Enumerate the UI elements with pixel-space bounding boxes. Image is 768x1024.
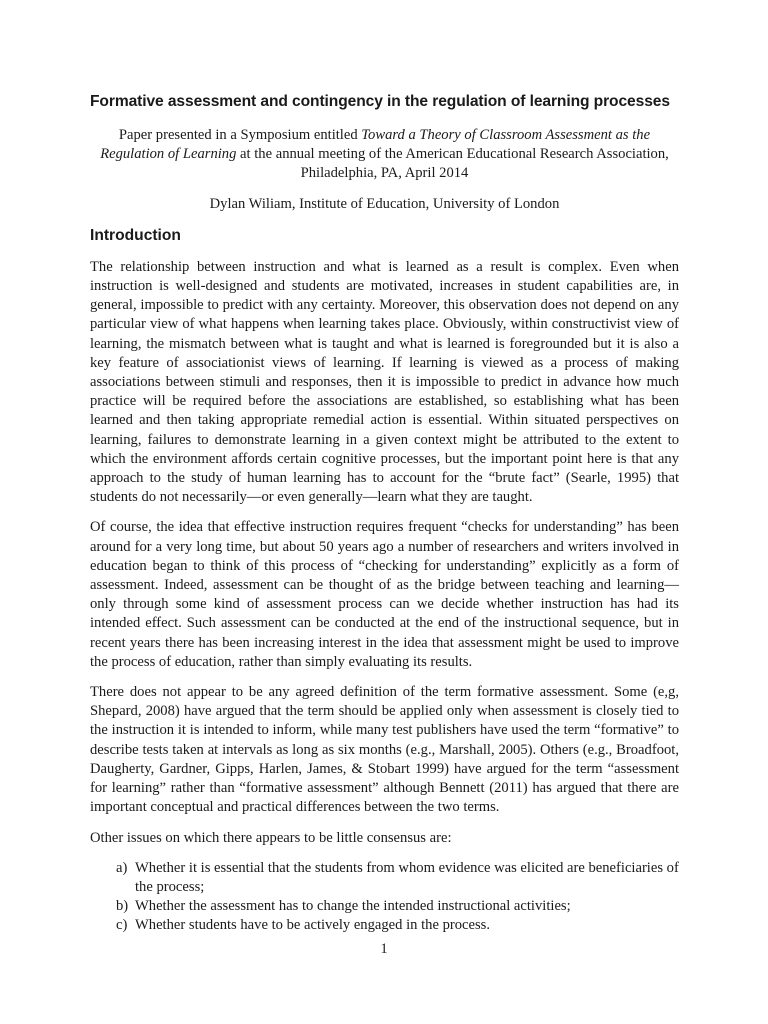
list-item: [116, 916, 679, 935]
paper-subtitle: [90, 126, 679, 184]
paper-title: Formative assessment and contingency in the regulation of learning processes: [90, 93, 670, 110]
symposium-title: Toward a Theory of Classroom Assessment as the Regulation of Learning: [100, 127, 651, 163]
author-line: Dylan Wiliam, Institute of Education, University of London: [209, 195, 560, 212]
list-item-marker: c): [116, 917, 128, 934]
section-heading-introduction: Introduction: [90, 226, 181, 244]
paragraph-2: Of course, the idea that effective instruction requires frequent “checks for understanding” has been around for a very long time, but about 50 years ago a number of researchers and writers involved in education began to think of this process of “checking for understanding” explicitly as a form of assessment. Indeed, assessment can be thought of as the bridge between teaching and learning—only through some kind of assessment process can we decide whether instruction has had its intended effect. Such assessment can be conducted at the end of the instructional sequence, but in recent years there has been increasing interest in the idea that assessment might be used to improve the process of education, rather than simply evaluating its results.: [90, 519, 679, 670]
list-item-marker: a): [116, 859, 128, 876]
list-item-text: Whether it is essential that the students from whom evidence was elicited are beneficiaries of the process;: [135, 859, 679, 895]
paragraph-4: Other issues on which there appears to be little consensus are:: [90, 829, 452, 846]
page-number: 1: [380, 941, 388, 957]
list-item: [116, 897, 679, 916]
list-item-text: Whether the assessment has to change the intended instructional activities;: [135, 898, 571, 915]
subtitle-suffix: at the annual meeting of the American Educational Research Association, Philadelphia, PA, April 2014: [236, 146, 669, 182]
subtitle-prefix: Paper presented in a Symposium entitled: [118, 127, 362, 143]
list-item: [116, 859, 679, 897]
list-item-text: Whether students have to be actively engaged in the process.: [135, 917, 490, 934]
paragraph-1: The relationship between instruction and what is learned as a result is complex. Even when instruction is well-designed and students are motivated, increases in student capabilities are, in general, impossible to predict with any certainty. Moreover, this observation does not depend on any particular view of what happens when learning takes place. Obviously, within constructivist view of learning, the mismatch between what is taught and what is learned is foregrounded but it is also a key feature of associationist views of learning. If learning is viewed as a process of making associations between stimuli and responses, then it is impossible to predict in advance how much practice will be required before the associations are established, so establishing what has been learned and then taking appropriate remedial action is essential. Within situated perspectives on learning, failures to demonstrate learning in a given context might be attributed to the extent to which the environment affords certain cognitive processes, but the important point here is that any approach to the study of human learning has to account for the “brute fact” (Searle, 1995) that students do not necessarily—or even generally—learn what they are taught.: [90, 258, 679, 506]
list-item-marker: b): [116, 898, 129, 915]
paragraph-3: There does not appear to be any agreed definition of the term formative assessment. Some (e,g, Shepard, 2008) have argued that the term should be applied only when assessment is closely tied to the instruction it is intended to inform, while many test publishers have used the term “formative” to describe tests taken at intervals as long as six months (e.g., Marshall, 2005). Others (e.g., Broadfoot, Daugherty, Gardner, Gipps, Harlen, James, & Stobart 1999) have argued for the term “assessment for learning” rather than “formative assessment” although Bennett (2011) has argued that there are important conceptual and practical differences between the two terms.: [90, 684, 679, 816]
consensus-issues-list: [90, 859, 679, 936]
